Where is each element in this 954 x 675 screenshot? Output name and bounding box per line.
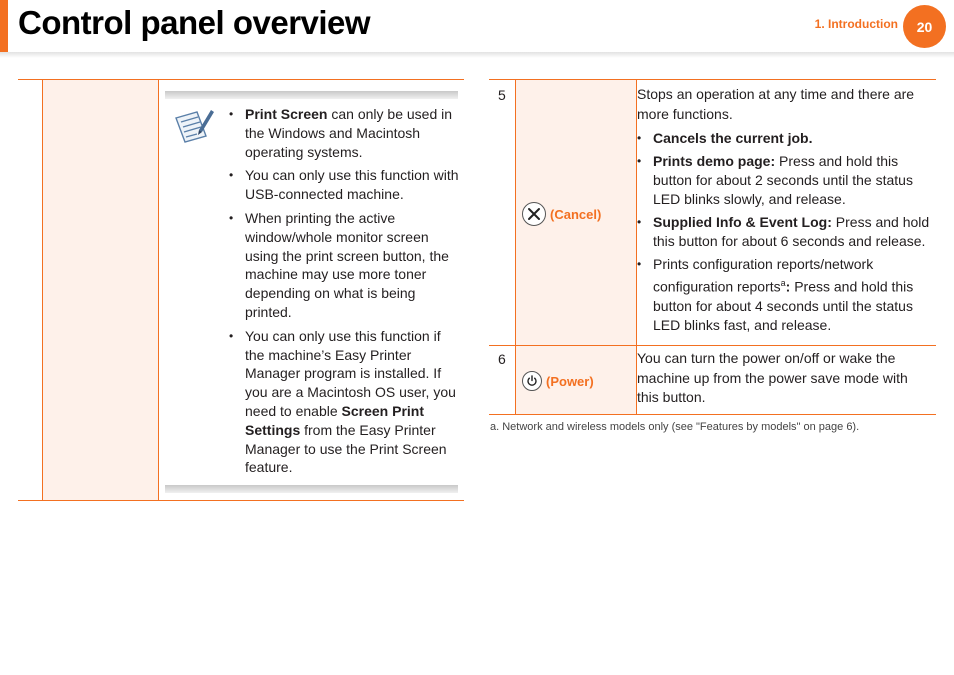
cancel-button-label <box>522 202 601 226</box>
header-accent-bar <box>0 0 8 52</box>
page-title: Control panel overview <box>18 4 371 41</box>
row-number: 5 <box>498 87 506 103</box>
power-intro: You can turn the power on/off or wake the machine up from the power save mode with this button. <box>637 350 908 405</box>
list-item: • Cancels the current job. <box>637 129 933 148</box>
row-number: 6 <box>498 351 506 367</box>
cancel-label-text: (Cancel) <box>550 206 602 222</box>
cancel-intro: Stops an operation at any time and there are more functions. <box>637 86 915 122</box>
power-button-label <box>522 371 594 391</box>
footnote: a. Network and wireless models only (see "Features by models" on page 6). <box>490 421 860 433</box>
left-table-number-cell <box>18 80 43 500</box>
note-item: • When printing the active window/whole monitor screen using the print screen button, the machine may use more toner depending on what is being printed. <box>229 209 459 322</box>
right-table <box>489 79 936 415</box>
page-number-badge: 20 <box>903 5 946 48</box>
note-bottom-bar <box>165 485 458 493</box>
power-label-text: (Power) <box>546 373 594 389</box>
list-item: • Supplied Info & Event Log: Press and hold this button for about 6 seconds and release. <box>637 213 933 251</box>
section-label[interactable]: 1. Introduction <box>814 17 898 31</box>
row-divider <box>489 345 936 346</box>
cancel-x-icon <box>522 202 546 226</box>
left-table-button-cell <box>43 80 159 500</box>
column-divider <box>515 80 516 414</box>
header-rule <box>0 52 954 58</box>
power-icon <box>522 371 542 391</box>
list-item: • Prints configuration reports/network configuration reports$^a$: Press and hold this button for about 4 seconds until the status LED blinks fast, and release. <box>637 255 933 335</box>
footnote-marker[interactable]: a <box>780 278 786 288</box>
cancel-description <box>637 85 933 339</box>
note-pencil-icon <box>173 106 215 146</box>
left-table <box>18 79 464 501</box>
left-table-description-cell <box>159 80 464 500</box>
note-item: • Print Screen can only be used in the Windows and Macintosh operating systems. <box>229 105 459 161</box>
cancel-functions-list <box>637 129 933 335</box>
note-top-bar <box>165 91 458 99</box>
note-list <box>229 105 459 482</box>
note-item: • You can only use this function with USB-connected machine. <box>229 166 459 204</box>
button-column <box>516 80 636 414</box>
note-item: • You can only use this function if the machine’s Easy Printer Manager program is installed. If you are a Macintosh OS user, you need to enable Screen Print Settings from the Easy Printer Manager to use the Print Screen feature. <box>229 327 459 477</box>
power-description <box>637 349 933 413</box>
list-item: • Prints demo page: Press and hold this button for about 2 seconds until the status LED blinks slowly, and release. <box>637 152 933 209</box>
